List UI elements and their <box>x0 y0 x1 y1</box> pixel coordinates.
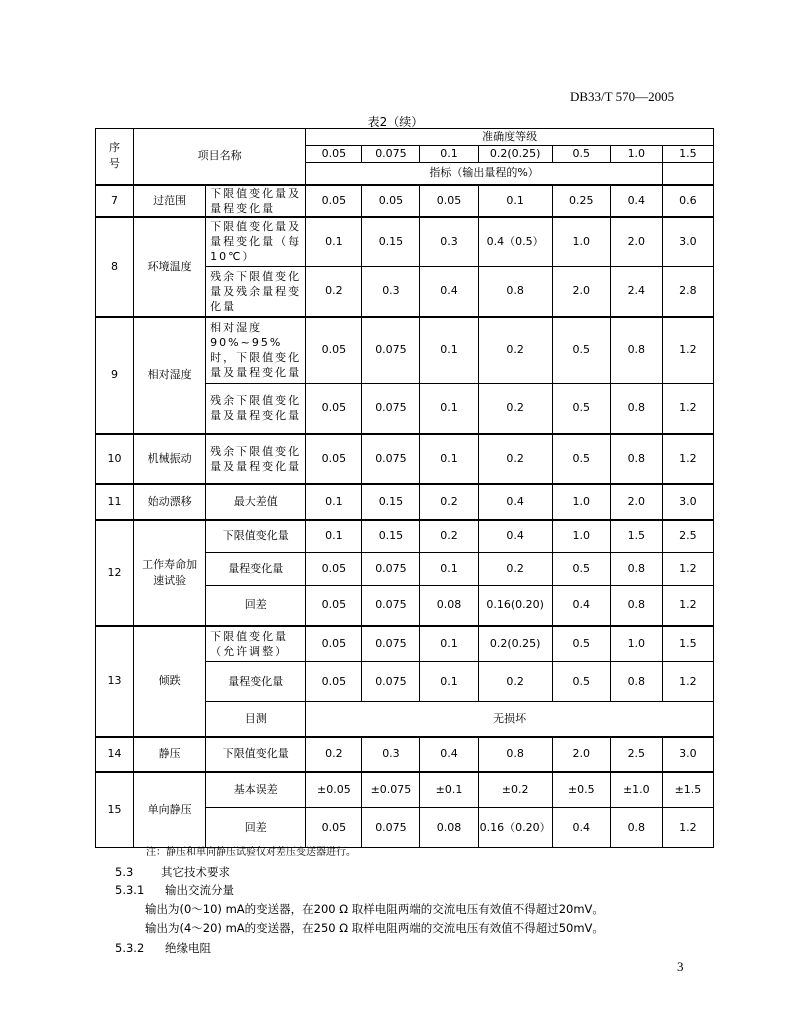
value-cell: 0.15 <box>362 484 420 520</box>
row-item-label: 残余下限值变化量及量程变化量 <box>206 384 306 434</box>
row-item-label: 相对湿度 90%~95%时，下限值变化量及量程变化量 <box>206 317 306 384</box>
value-cell: 0.05 <box>306 662 362 702</box>
value-cell: 0.2 <box>478 317 552 384</box>
value-cell: 0.075 <box>362 384 420 434</box>
value-cell: 0.2 <box>306 267 362 317</box>
value-cell: 3.0 <box>662 217 713 267</box>
row-seq: 14 <box>96 737 134 772</box>
value-cell: 0.2 <box>478 434 552 484</box>
value-cell: 0.15 <box>362 217 420 267</box>
value-cell: 1.5 <box>662 626 713 662</box>
table-note: 注：静压和单向静压试验仅对差压变送器进行。 <box>146 847 356 858</box>
row-item-label: 最大差值 <box>206 484 306 520</box>
row-seq: 13 <box>96 626 134 737</box>
value-cell: 0.05 <box>306 626 362 662</box>
requirements-table <box>95 128 714 848</box>
value-cell: 0.05 <box>306 808 362 848</box>
table-row <box>96 520 714 553</box>
value-cell: 0.4 <box>552 808 610 848</box>
value-cell: 0.075 <box>362 662 420 702</box>
row-seq: 8 <box>96 217 134 317</box>
value-cell: ±0.5 <box>552 772 610 808</box>
row-item-label: 下限值变化量 <box>206 737 306 772</box>
value-cell: 2.8 <box>662 267 713 317</box>
value-cell: 0.15 <box>362 520 420 553</box>
value-cell: 0.075 <box>362 553 420 586</box>
table-row <box>96 626 714 662</box>
grade-header: 1.0 <box>610 146 662 163</box>
table-row <box>96 217 714 267</box>
row-item-label: 下限值变化量及量程变化量（每10℃） <box>206 217 306 267</box>
value-cell: 0.8 <box>478 737 552 772</box>
value-cell: 0.5 <box>552 626 610 662</box>
row-seq: 7 <box>96 185 134 217</box>
row-test-name: 机械振动 <box>134 434 206 484</box>
grade-header: 0.05 <box>306 146 362 163</box>
value-cell: 2.0 <box>610 484 662 520</box>
table-row <box>96 484 714 520</box>
value-cell: 0.8 <box>610 808 662 848</box>
row-item-label: 量程变化量 <box>206 553 306 586</box>
paragraph-ac-0-10: 输出为(0～10) mA的变送器，在200 Ω 取样电阻两端的交流电压有效值不得超过20mV。 <box>145 902 604 916</box>
value-cell: 0.05 <box>306 586 362 626</box>
section-5-3-2: 5.3.2 绝缘电阻 <box>115 941 211 955</box>
grade-header: 1.5 <box>662 146 713 163</box>
value-cell: 0.8 <box>610 434 662 484</box>
grade-header: 0.075 <box>362 146 420 163</box>
value-cell: 2.5 <box>662 520 713 553</box>
value-cell: 0.8 <box>610 553 662 586</box>
table-row <box>96 185 714 217</box>
value-cell: 2.0 <box>610 217 662 267</box>
document-code: DB33/T 570—2005 <box>570 89 675 104</box>
value-cell: 0.8 <box>610 384 662 434</box>
value-cell: 0.1 <box>306 520 362 553</box>
table-row <box>96 434 714 484</box>
row-item-label: 残余下限值变化量及量程变化量 <box>206 434 306 484</box>
value-cell: 0.8 <box>610 586 662 626</box>
row-test-name: 倾跌 <box>134 626 206 737</box>
row-test-name: 单向静压 <box>134 772 206 848</box>
row-test-name: 工作寿命加速试验 <box>134 520 206 626</box>
value-cell: 0.8 <box>610 317 662 384</box>
value-cell: 0.4 <box>610 185 662 217</box>
value-cell: 1.2 <box>662 662 713 702</box>
row-seq: 12 <box>96 520 134 626</box>
value-cell: 0.25 <box>552 185 610 217</box>
table-row <box>96 737 714 772</box>
value-cell: 1.0 <box>552 217 610 267</box>
paragraph-ac-4-20: 输出为(4～20) mA的变送器，在250 Ω 取样电阻两端的交流电压有效值不得超过50mV。 <box>145 921 604 935</box>
row-item-label: 回差 <box>206 586 306 626</box>
value-cell: 0.2 <box>478 662 552 702</box>
value-cell: 0.05 <box>306 317 362 384</box>
value-cell: 1.2 <box>662 586 713 626</box>
value-cell: 1.2 <box>662 808 713 848</box>
value-cell: 0.05 <box>306 553 362 586</box>
value-cell: 0.2(0.25) <box>478 626 552 662</box>
value-cell: 0.4 <box>478 520 552 553</box>
value-cell: 0.075 <box>362 434 420 484</box>
value-cell: 1.2 <box>662 553 713 586</box>
row-item-label: 量程变化量 <box>206 662 306 702</box>
value-cell: 0.05 <box>306 185 362 217</box>
value-cell: 0.1 <box>420 317 478 384</box>
value-cell: ±0.075 <box>362 772 420 808</box>
value-cell: 0.1 <box>420 384 478 434</box>
value-cell: 1.0 <box>552 520 610 553</box>
row-item-label: 下限值变化量 <box>206 520 306 553</box>
value-cell: 0.1 <box>478 185 552 217</box>
value-cell: 0.08 <box>420 808 478 848</box>
header-index: 指标（输出量程的%） <box>306 163 663 185</box>
value-cell: ±0.2 <box>478 772 552 808</box>
table-row <box>96 772 714 808</box>
value-cell: 0.05 <box>362 185 420 217</box>
row-item-label: 目测 <box>206 702 306 737</box>
value-cell: 0.2 <box>478 553 552 586</box>
value-cell: ±1.5 <box>662 772 713 808</box>
row-seq: 9 <box>96 317 134 434</box>
value-cell: ±1.0 <box>610 772 662 808</box>
value-cell: 0.16(0.20) <box>478 586 552 626</box>
value-cell: 0.16（0.20） <box>478 808 552 848</box>
value-cell: 0.1 <box>420 434 478 484</box>
value-cell: 1.0 <box>610 626 662 662</box>
value-cell: 2.0 <box>552 267 610 317</box>
value-cell: 0.6 <box>662 185 713 217</box>
value-cell: 0.05 <box>306 384 362 434</box>
value-cell: 0.1 <box>306 484 362 520</box>
grade-header: 0.5 <box>552 146 610 163</box>
value-cell: 3.0 <box>662 737 713 772</box>
value-cell: 0.3 <box>420 217 478 267</box>
value-cell: 0.4 <box>552 586 610 626</box>
value-cell: 1.5 <box>610 520 662 553</box>
value-cell: 1.2 <box>662 317 713 384</box>
merged-value: 无损坏 <box>306 702 714 737</box>
header-accuracy: 准确度等级 <box>306 129 714 146</box>
value-cell: 0.4 <box>478 484 552 520</box>
value-cell: 0.2 <box>420 520 478 553</box>
value-cell: 0.4 <box>420 737 478 772</box>
value-cell: 0.1 <box>420 553 478 586</box>
value-cell: 0.08 <box>420 586 478 626</box>
value-cell: 0.075 <box>362 317 420 384</box>
value-cell: 0.5 <box>552 553 610 586</box>
table-caption: 表2（续） <box>367 115 424 129</box>
header-seq: 序号 <box>96 129 134 185</box>
value-cell: 0.075 <box>362 626 420 662</box>
value-cell: 0.2 <box>478 384 552 434</box>
value-cell: ±0.1 <box>420 772 478 808</box>
row-item-label: 回差 <box>206 808 306 848</box>
row-test-name: 环境温度 <box>134 217 206 317</box>
table-row <box>96 317 714 384</box>
row-seq: 10 <box>96 434 134 484</box>
row-test-name: 相对湿度 <box>134 317 206 434</box>
value-cell: 0.8 <box>478 267 552 317</box>
value-cell: 1.2 <box>662 384 713 434</box>
value-cell: 1.0 <box>552 484 610 520</box>
value-cell: 0.05 <box>420 185 478 217</box>
value-cell: 1.2 <box>662 434 713 484</box>
value-cell: 3.0 <box>662 484 713 520</box>
row-item-label: 下限值变化量及量程变化量 <box>206 185 306 217</box>
value-cell: 0.2 <box>420 484 478 520</box>
value-cell: 0.075 <box>362 586 420 626</box>
value-cell: 0.3 <box>362 267 420 317</box>
row-seq: 15 <box>96 772 134 848</box>
row-test-name: 过范围 <box>134 185 206 217</box>
value-cell: 2.5 <box>610 737 662 772</box>
value-cell: 0.1 <box>420 626 478 662</box>
value-cell: 0.075 <box>362 808 420 848</box>
header-item: 项目名称 <box>134 129 306 185</box>
row-test-name: 静压 <box>134 737 206 772</box>
value-cell: 0.8 <box>610 662 662 702</box>
value-cell: 2.0 <box>552 737 610 772</box>
row-item-label: 下限值变化量（允许调整） <box>206 626 306 662</box>
value-cell: 0.4 <box>420 267 478 317</box>
row-item-label: 基本误差 <box>206 772 306 808</box>
value-cell: 0.5 <box>552 662 610 702</box>
section-5-3: 5.3 其它技术要求 <box>115 865 230 879</box>
value-cell: 0.05 <box>306 434 362 484</box>
page-number: 3 <box>677 959 684 974</box>
grade-header: 0.2(0.25) <box>478 146 552 163</box>
value-cell: 0.1 <box>306 217 362 267</box>
value-cell: 2.4 <box>610 267 662 317</box>
value-cell: 0.5 <box>552 384 610 434</box>
row-item-label: 残余下限值变化量及残余量程变化量 <box>206 267 306 317</box>
value-cell: 0.1 <box>420 662 478 702</box>
value-cell: 0.3 <box>362 737 420 772</box>
header-index-blank <box>662 163 713 185</box>
row-test-name: 始动漂移 <box>134 484 206 520</box>
section-5-3-1: 5.3.1 输出交流分量 <box>115 883 234 897</box>
grade-header: 0.1 <box>420 146 478 163</box>
value-cell: 0.4（0.5） <box>478 217 552 267</box>
value-cell: 0.2 <box>306 737 362 772</box>
value-cell: 0.5 <box>552 317 610 384</box>
value-cell: 0.5 <box>552 434 610 484</box>
row-seq: 11 <box>96 484 134 520</box>
value-cell: ±0.05 <box>306 772 362 808</box>
